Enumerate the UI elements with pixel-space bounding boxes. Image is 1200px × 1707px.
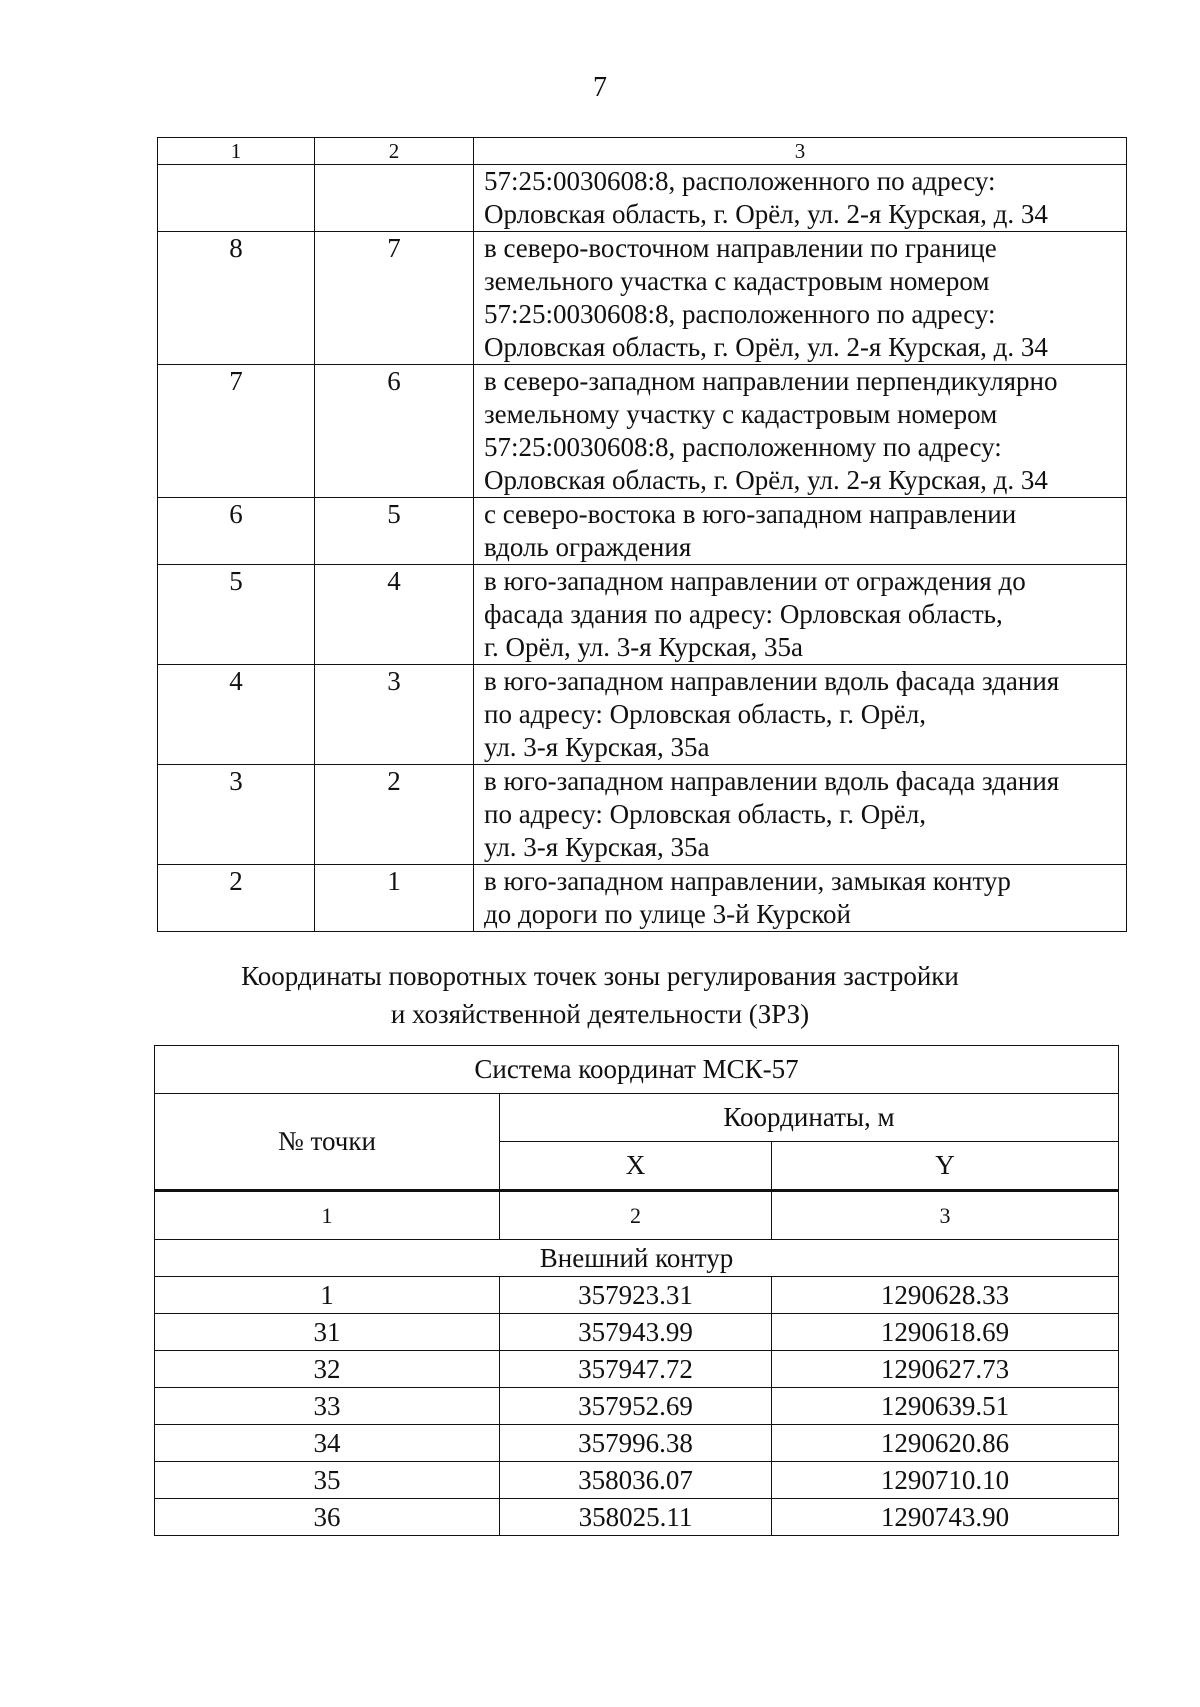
table-row <box>158 565 1127 665</box>
to-point <box>315 165 474 232</box>
x-coordinate: 358036.07 <box>500 1462 772 1499</box>
column-header: 3 <box>474 138 1127 165</box>
coordinate-system-title: Система координат МСК-57 <box>155 1046 1119 1094</box>
to-point: 2 <box>315 765 474 865</box>
boundary-description-table <box>157 137 1127 932</box>
x-coordinate: 357996.38 <box>500 1425 772 1462</box>
y-coordinate: 1290620.86 <box>772 1425 1119 1462</box>
table-row <box>155 1499 1119 1536</box>
table-row <box>155 1351 1119 1388</box>
description-line: в северо-восточном направлении по границе <box>484 233 997 263</box>
description-line: Орловская область, г. Орёл, ул. 2-я Курская, д. 34 <box>484 332 1048 362</box>
from-point: 2 <box>158 865 315 932</box>
description-line: ул. 3-я Курская, 35а <box>484 732 710 762</box>
description-line: в северо-западном направлении перпендикулярно <box>484 366 1058 396</box>
description-line: г. Орёл, ул. 3-я Курская, 35а <box>484 632 803 662</box>
from-point: 3 <box>158 765 315 865</box>
description-line: Орловская область, г. Орёл, ул. 2-я Курская, д. 34 <box>484 465 1048 495</box>
description-line: по адресу: Орловская область, г. Орёл, <box>484 799 927 829</box>
point-number: 1 <box>155 1277 500 1314</box>
section-title: Внешний контур <box>155 1240 1119 1277</box>
point-number: 33 <box>155 1388 500 1425</box>
y-coordinate: 1290639.51 <box>772 1388 1119 1425</box>
page-number: 7 <box>593 72 607 103</box>
to-point: 1 <box>315 865 474 932</box>
table-row <box>155 1277 1119 1314</box>
description-line: Орловская область, г. Орёл, ул. 2-я Курская, д. 34 <box>484 199 1048 229</box>
from-point <box>158 165 315 232</box>
y-coordinate: 1290743.90 <box>772 1499 1119 1536</box>
y-coordinate: 1290628.33 <box>772 1277 1119 1314</box>
segment-description <box>474 765 1127 865</box>
index-cell: 3 <box>772 1191 1119 1240</box>
description-line: по адресу: Орловская область, г. Орёл, <box>484 699 927 729</box>
table-row <box>155 1388 1119 1425</box>
from-point: 4 <box>158 665 315 765</box>
coordinates-header: Координаты, м <box>500 1094 1119 1142</box>
section-heading <box>0 957 1200 1033</box>
table-row <box>158 365 1127 498</box>
table-row <box>158 765 1127 865</box>
coord-system-row <box>155 1046 1119 1094</box>
coord-header-row <box>155 1094 1119 1142</box>
table-row <box>158 665 1127 765</box>
description-line: 57:25:0030608:8, расположенного по адресу: <box>484 166 996 196</box>
point-number: 34 <box>155 1425 500 1462</box>
description-line: до дороги по улице 3-й Курской <box>484 899 851 929</box>
table-row <box>155 1462 1119 1499</box>
segment-description <box>474 232 1127 365</box>
description-line: земельному участку с кадастровым номером <box>484 399 998 429</box>
y-coordinate: 1290710.10 <box>772 1462 1119 1499</box>
description-line: фасада здания по адресу: Орловская область, <box>484 599 1003 629</box>
description-line: 57:25:0030608:8, расположенному по адресу: <box>484 432 1002 462</box>
description-line: в юго-западном направлении вдоль фасада здания <box>484 666 1060 696</box>
description-line: в юго-западном направлении от ограждения до <box>484 566 1026 596</box>
point-number: 35 <box>155 1462 500 1499</box>
x-coordinate: 358025.11 <box>500 1499 772 1536</box>
point-number: 36 <box>155 1499 500 1536</box>
column-header: 2 <box>315 138 474 165</box>
point-number: 31 <box>155 1314 500 1351</box>
from-point: 8 <box>158 232 315 365</box>
segment-description <box>474 165 1127 232</box>
point-number-header: № точки <box>155 1094 500 1191</box>
heading-line-2: и хозяйственной деятельности (ЗРЗ) <box>390 999 810 1029</box>
section-row <box>155 1240 1119 1277</box>
description-line: ул. 3-я Курская, 35а <box>484 832 710 862</box>
from-point: 7 <box>158 365 315 498</box>
description-line: в юго-западном направлении, замыкая контур <box>484 866 1011 896</box>
heading-line-1: Координаты поворотных точек зоны регулирования застройки <box>241 961 959 991</box>
from-point: 6 <box>158 498 315 565</box>
table-row <box>155 1314 1119 1351</box>
boundary-table-header-row <box>158 138 1127 165</box>
x-coordinate: 357947.72 <box>500 1351 772 1388</box>
description-line: в юго-западном направлении вдоль фасада здания <box>484 766 1060 796</box>
to-point: 5 <box>315 498 474 565</box>
index-cell: 2 <box>500 1191 772 1240</box>
to-point: 3 <box>315 665 474 765</box>
to-point: 6 <box>315 365 474 498</box>
segment-description <box>474 665 1127 765</box>
x-coordinate: 357943.99 <box>500 1314 772 1351</box>
y-header: Y <box>772 1142 1119 1191</box>
index-row <box>155 1191 1119 1240</box>
segment-description <box>474 498 1127 565</box>
description-line: 57:25:0030608:8, расположенного по адресу: <box>484 299 996 329</box>
column-header: 1 <box>158 138 315 165</box>
y-coordinate: 1290627.73 <box>772 1351 1119 1388</box>
x-coordinate: 357923.31 <box>500 1277 772 1314</box>
segment-description <box>474 565 1127 665</box>
index-cell: 1 <box>155 1191 500 1240</box>
coordinates-table <box>154 1045 1119 1536</box>
from-point: 5 <box>158 565 315 665</box>
table-row <box>158 165 1127 232</box>
segment-description <box>474 865 1127 932</box>
table-row <box>158 498 1127 565</box>
y-coordinate: 1290618.69 <box>772 1314 1119 1351</box>
to-point: 4 <box>315 565 474 665</box>
segment-description <box>474 365 1127 498</box>
x-header: X <box>500 1142 772 1191</box>
description-line: с северо-востока в юго-западном направлении <box>484 499 1017 529</box>
table-row <box>158 232 1127 365</box>
table-row <box>158 865 1127 932</box>
table-row <box>155 1425 1119 1462</box>
to-point: 7 <box>315 232 474 365</box>
description-line: вдоль ограждения <box>484 532 692 562</box>
description-line: земельного участка с кадастровым номером <box>484 266 990 296</box>
point-number: 32 <box>155 1351 500 1388</box>
x-coordinate: 357952.69 <box>500 1388 772 1425</box>
